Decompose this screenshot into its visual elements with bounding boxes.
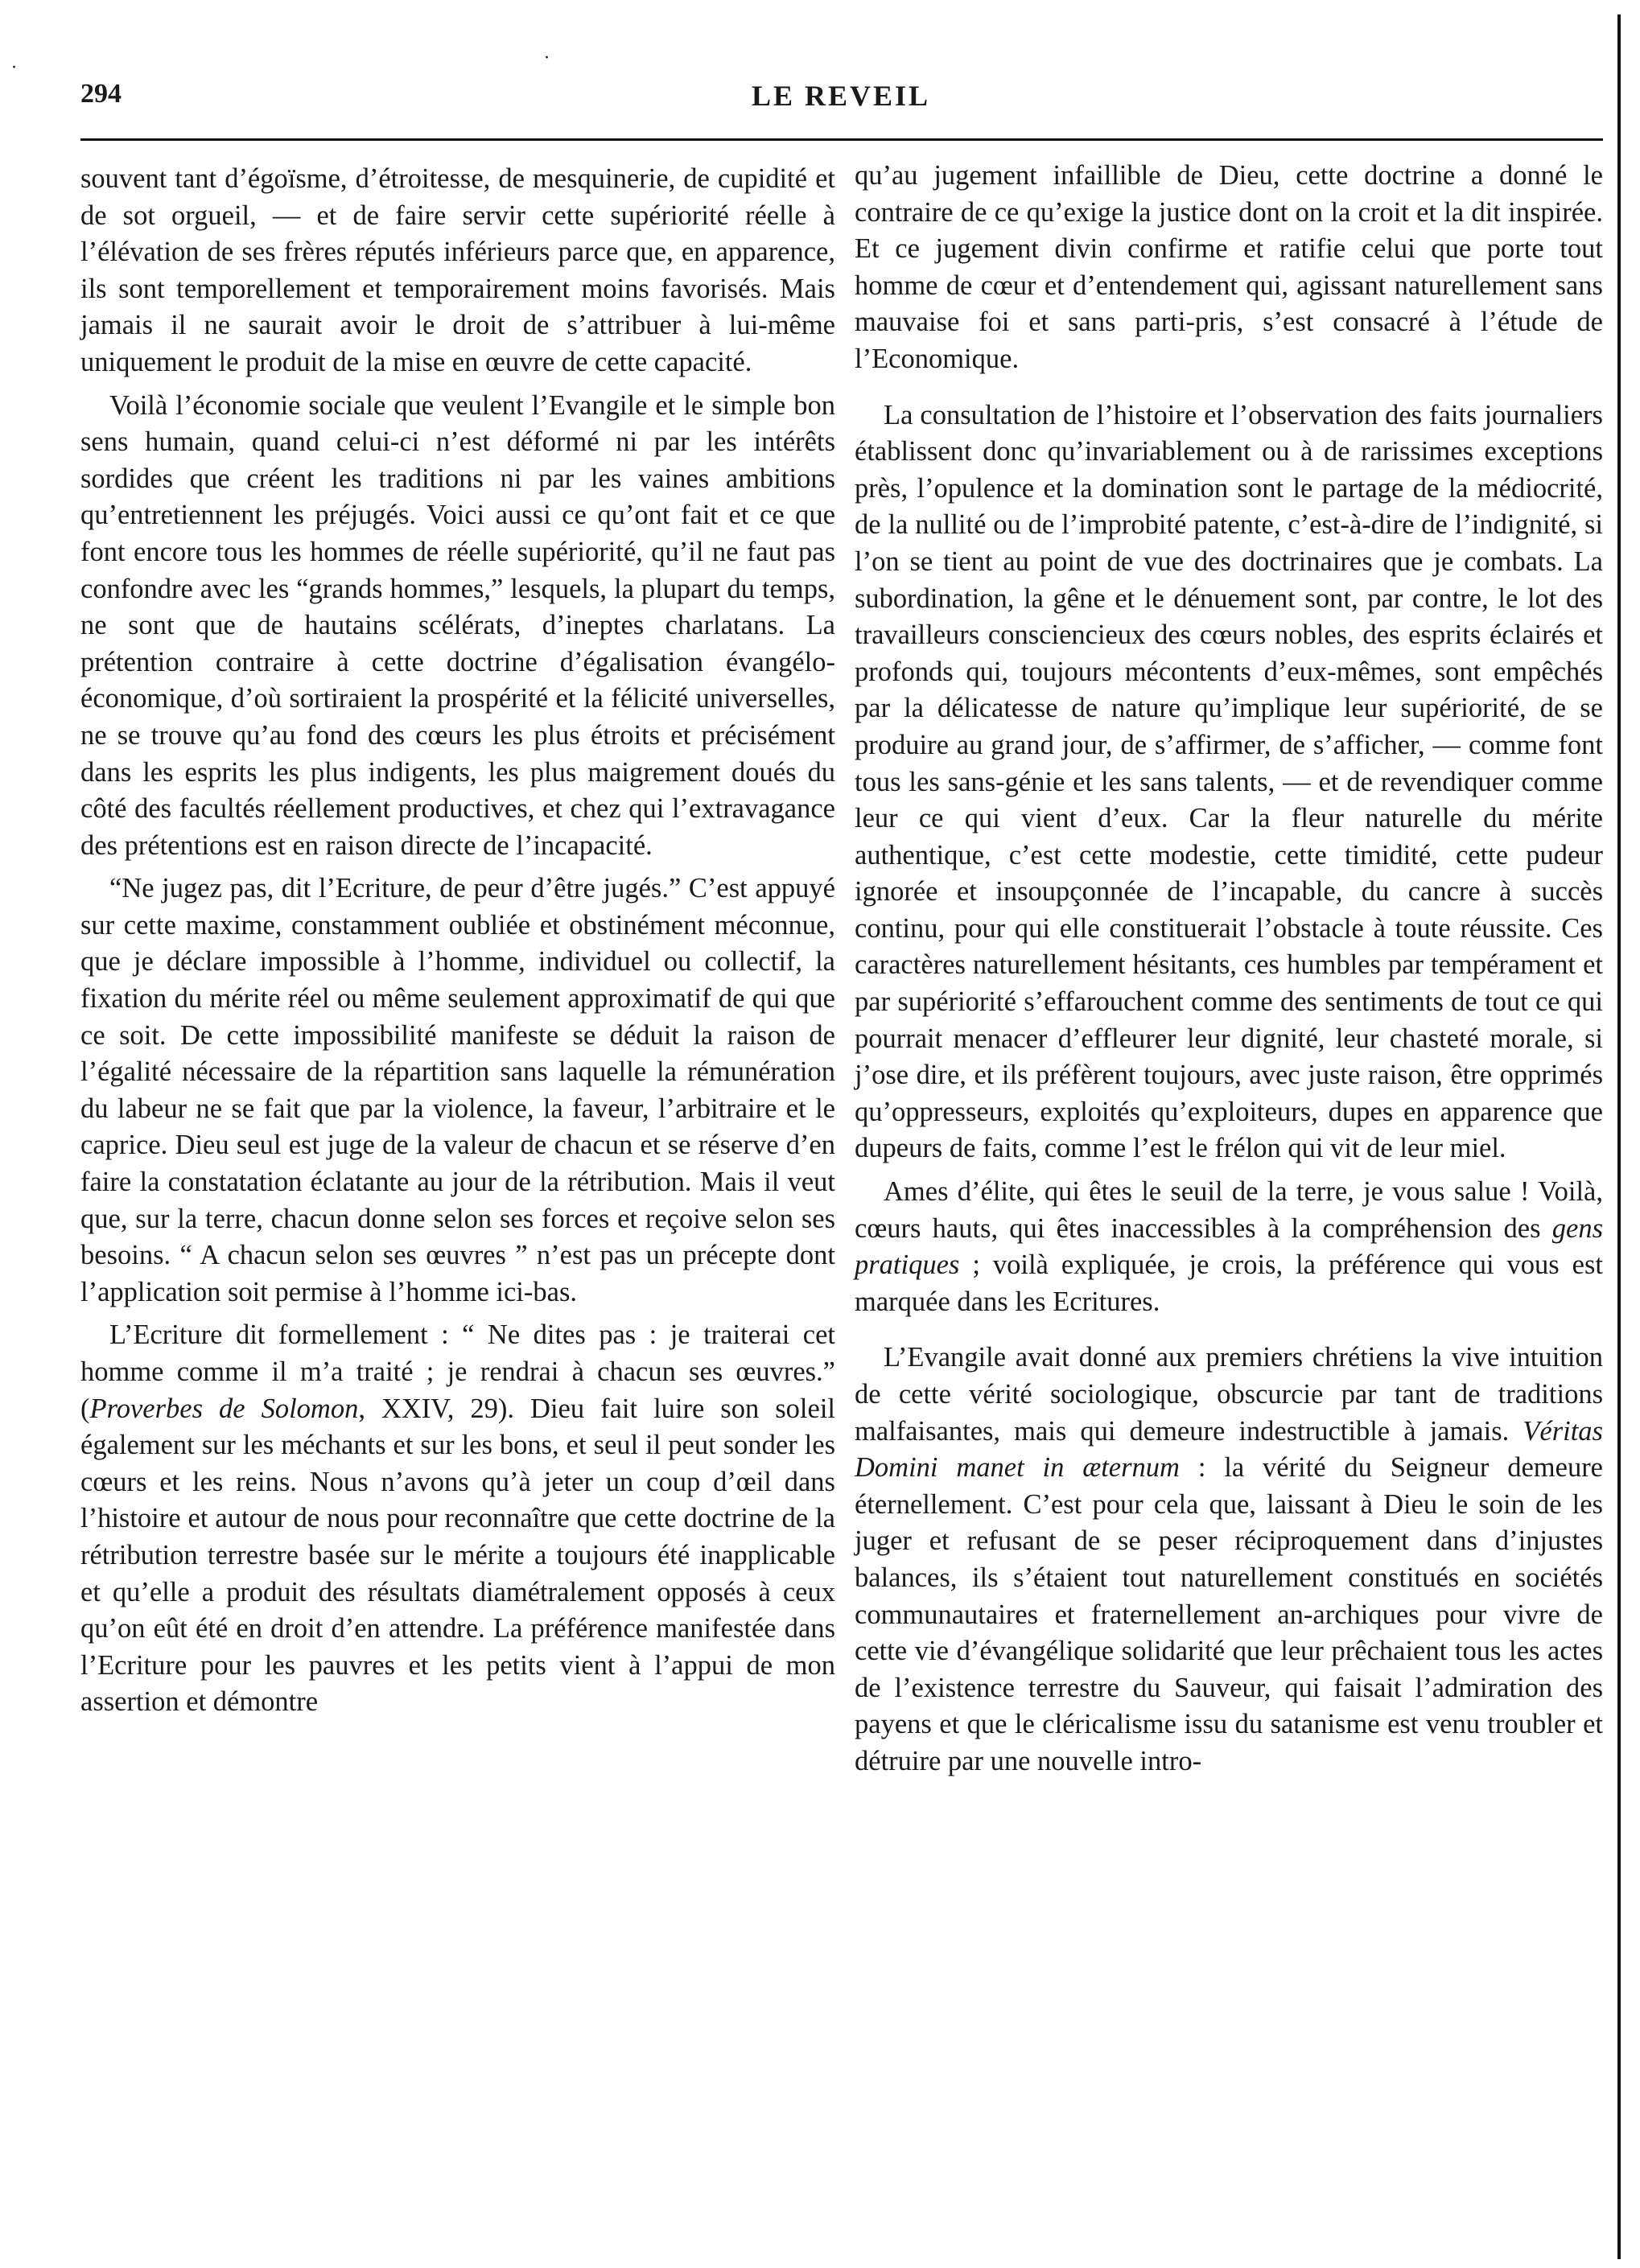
paragraph-text: L’Ecriture dit formellement : “ Ne dites pas : je traiterai cet homme comme il m’a traité ; je rendrai à chacun ses œuvres.” ( (80, 1319, 835, 1424)
paragraph: qu’au jugement infaillible de Dieu, cette doctrine a donné le contraire de ce qu’exige la justice dont on la croit et la dit inspirée. Et ce jugement divin confirme et ratifie celui que porte tout homme de cœur et d’entendement qui, agissant naturellement sans mauvaise foi et sans parti-pris, s’est consacré à l’étude de l’Economique. (855, 160, 1603, 374)
scan-speck: · (544, 48, 550, 68)
paragraph (855, 1340, 1603, 1780)
paragraph: La consultation de l’histoire et l’observation des faits journaliers établissent donc qu’invariablement ou à de rarissimes exceptions près, l’opulence et la domination sont le partage de la médiocrité, de la nullité ou de l’improbité patente, c’est-à-dire de l’indignité, si l’on se tient au point de vue des doctrinaires que je combats. La subordination, la gêne et le dénuement sont, par contre, le lot des travailleurs consciencieux des cœurs nobles, des esprits éclairés et profonds qui, toujours mécontents d’eux-mêmes, sont empêchés par la délicatesse de nature qu’implique leur supériorité, de se produire au grand jour, de s’affirmer, de s’afficher, — comme font tous les sans-génie et les sans talents, — et de revendiquer comme leur ce qui vient d’eux. Car la fleur naturelle du mérite authentique, c’est cette modestie, cette timidité, cette pudeur ignorée et insoupçonnée de l’incapable, du cancre à succès continu, pour qui elle constituerait l’obstacle à toute réussite. Ces caractères naturellement hésitants, ces humbles par tempérament et par supériorité s’effarouchent comme des sentiments de tout ce qui pourrait menacer d’effleurer leur dignité, leur chasteté morale, si j’ose dire, et ils préfèrent toujours, avec juste raison, être opprimés qu’oppresseurs, exploités qu’exploiteurs, dupes en apparence que dupeurs de faits, comme l’est le frélon qui vit de leur miel. (855, 399, 1603, 1164)
paragraph: souvent tant d’égoïsme, d’étroitesse, de mesquinerie, de cupidité et de sot orgueil, — et de faire servir cette supériorité réelle à l’élévation de ses frères réputés inférieurs parce que, en apparence, ils sont temporellement et temporairement moins favorisés. Mais jamais il ne saurait avoir le droit de s’attribuer à lui-même uniquement le produit de la mise en œuvre de cette capacité. (80, 163, 835, 377)
running-title: LE REVEIL (751, 80, 931, 112)
header-rule (80, 138, 1603, 141)
paragraph-text: : la vérité du Seigneur demeure éternellement. C’est pour cela que, laissant à Dieu le soin de les juger et refusant de se peser réciproquement dans d’injustes balances, ils s’étaient tout naturellement constitués en sociétés communautaires et fraternellement an-archiques pour vivre de cette vie d’évangélique solidarité que leur prêchaient tous les actes de l’existence terrestre du Sauveur, qui faisait l’admiration des payens et que le cléricalisme issu du satanisme est venu troubler et détruire par une nouvelle intro- (855, 1452, 1604, 1776)
italic-phrase: gens pratiques (855, 1212, 1603, 1281)
citation-title: Proverbes de Solomon (89, 1393, 359, 1424)
paragraph-text: Ames d’élite, qui êtes le seuil de la terre, je vous salue ! Voilà, cœurs hauts, qui êtes inaccessibles à la compréhension des (855, 1176, 1603, 1244)
paragraph-text: ; voilà expliquée, je crois, la préférence qui vous est marquée dans les Ecritures. (855, 1249, 1603, 1317)
paragraph (80, 1317, 835, 1721)
paragraph: “Ne jugez pas, dit l’Ecriture, de peur d’être jugés.” C’est appuyé sur cette maxime, constamment oubliée et obstinément méconnue, que je déclare impossible à l’homme, individuel ou collectif, la fixation du mérite réel ou même seulement approximatif de qui que ce soit. De cette impossibilité manifeste se déduit la raison de l’égalité nécessaire de la répartition sans laquelle la rémunération du labeur ne se fait que par la violence, la faveur, l’arbitraire et le caprice. Dieu seul est juge de la valeur de chacun et se réserve d’en faire la constatation éclatante au jour de la rétribution. Mais il veut que, sur la terre, chacun donne selon ses forces et reçoive selon ses besoins. “ A chacun selon ses œuvres ” n’est pas un précepte dont l’application soit permise à l’homme ici-bas. (80, 873, 835, 1307)
page-edge-rule (1617, 14, 1621, 2259)
left-column (80, 161, 835, 1727)
latin-quote: Véritas Domini manet in æternum (855, 1415, 1603, 1484)
paragraph-text: L’Evangile avait donné aux premiers chrétiens la vive intuition de cette vérité sociologique, obscurcie par tant de traditions malfaisantes, mais qui demeure indestructible à jamais. (855, 1342, 1603, 1447)
scan-speck: · (11, 58, 17, 78)
right-column (855, 158, 1603, 1787)
page-header (80, 79, 1601, 127)
page-number: 294 (80, 79, 122, 109)
paragraph: Voilà l’économie sociale que veulent l’Evangile et le simple bon sens humain, quand celui-ci n’est déformé ni par les intérêts sordides que créent les traditions ni par les vaines ambitions qu’entretiennent les préjugés. Voici aussi ce qu’ont fait et ce que font encore tous les hommes de réelle supériorité, qu’il ne faut pas confondre avec les “grands hommes,” lesquels, la plupart du temps, ne sont que de hautains scélérats, d’ineptes charlatans. La prétention contraire à cette doctrine d’égalisation évangélo-économique, d’où sortiraient la prospérité et la félicité universelles, ne se trouve qu’au fond des cœurs les plus étroits et précisément dans les esprits les plus indigents, les plus maigrement doués du côté des facultés réellement productives, et chez qui l’extravagance des prétentions est en raison directe de l’incapacité. (80, 389, 835, 861)
paragraph (855, 1174, 1603, 1320)
paragraph-text: , XXIV, 29). Dieu fait luire son soleil également sur les méchants et sur les bons, et seul il peut sonder les cœurs et les reins. Nous n’avons qu’à jeter un coup d’œil dans l’histoire et autour de nous pour reconnaître que cette doctrine de la rétribution terrestre basée sur le mérite a toujours été inapplicable et qu’elle a produit des résultats diamétralement opposés à ceux qu’on eût été en droit d’en attendre. La préférence manifestée dans l’Ecriture pour les pauvres et les petits vient à l’appui de mon assertion et démontre (80, 1393, 835, 1718)
